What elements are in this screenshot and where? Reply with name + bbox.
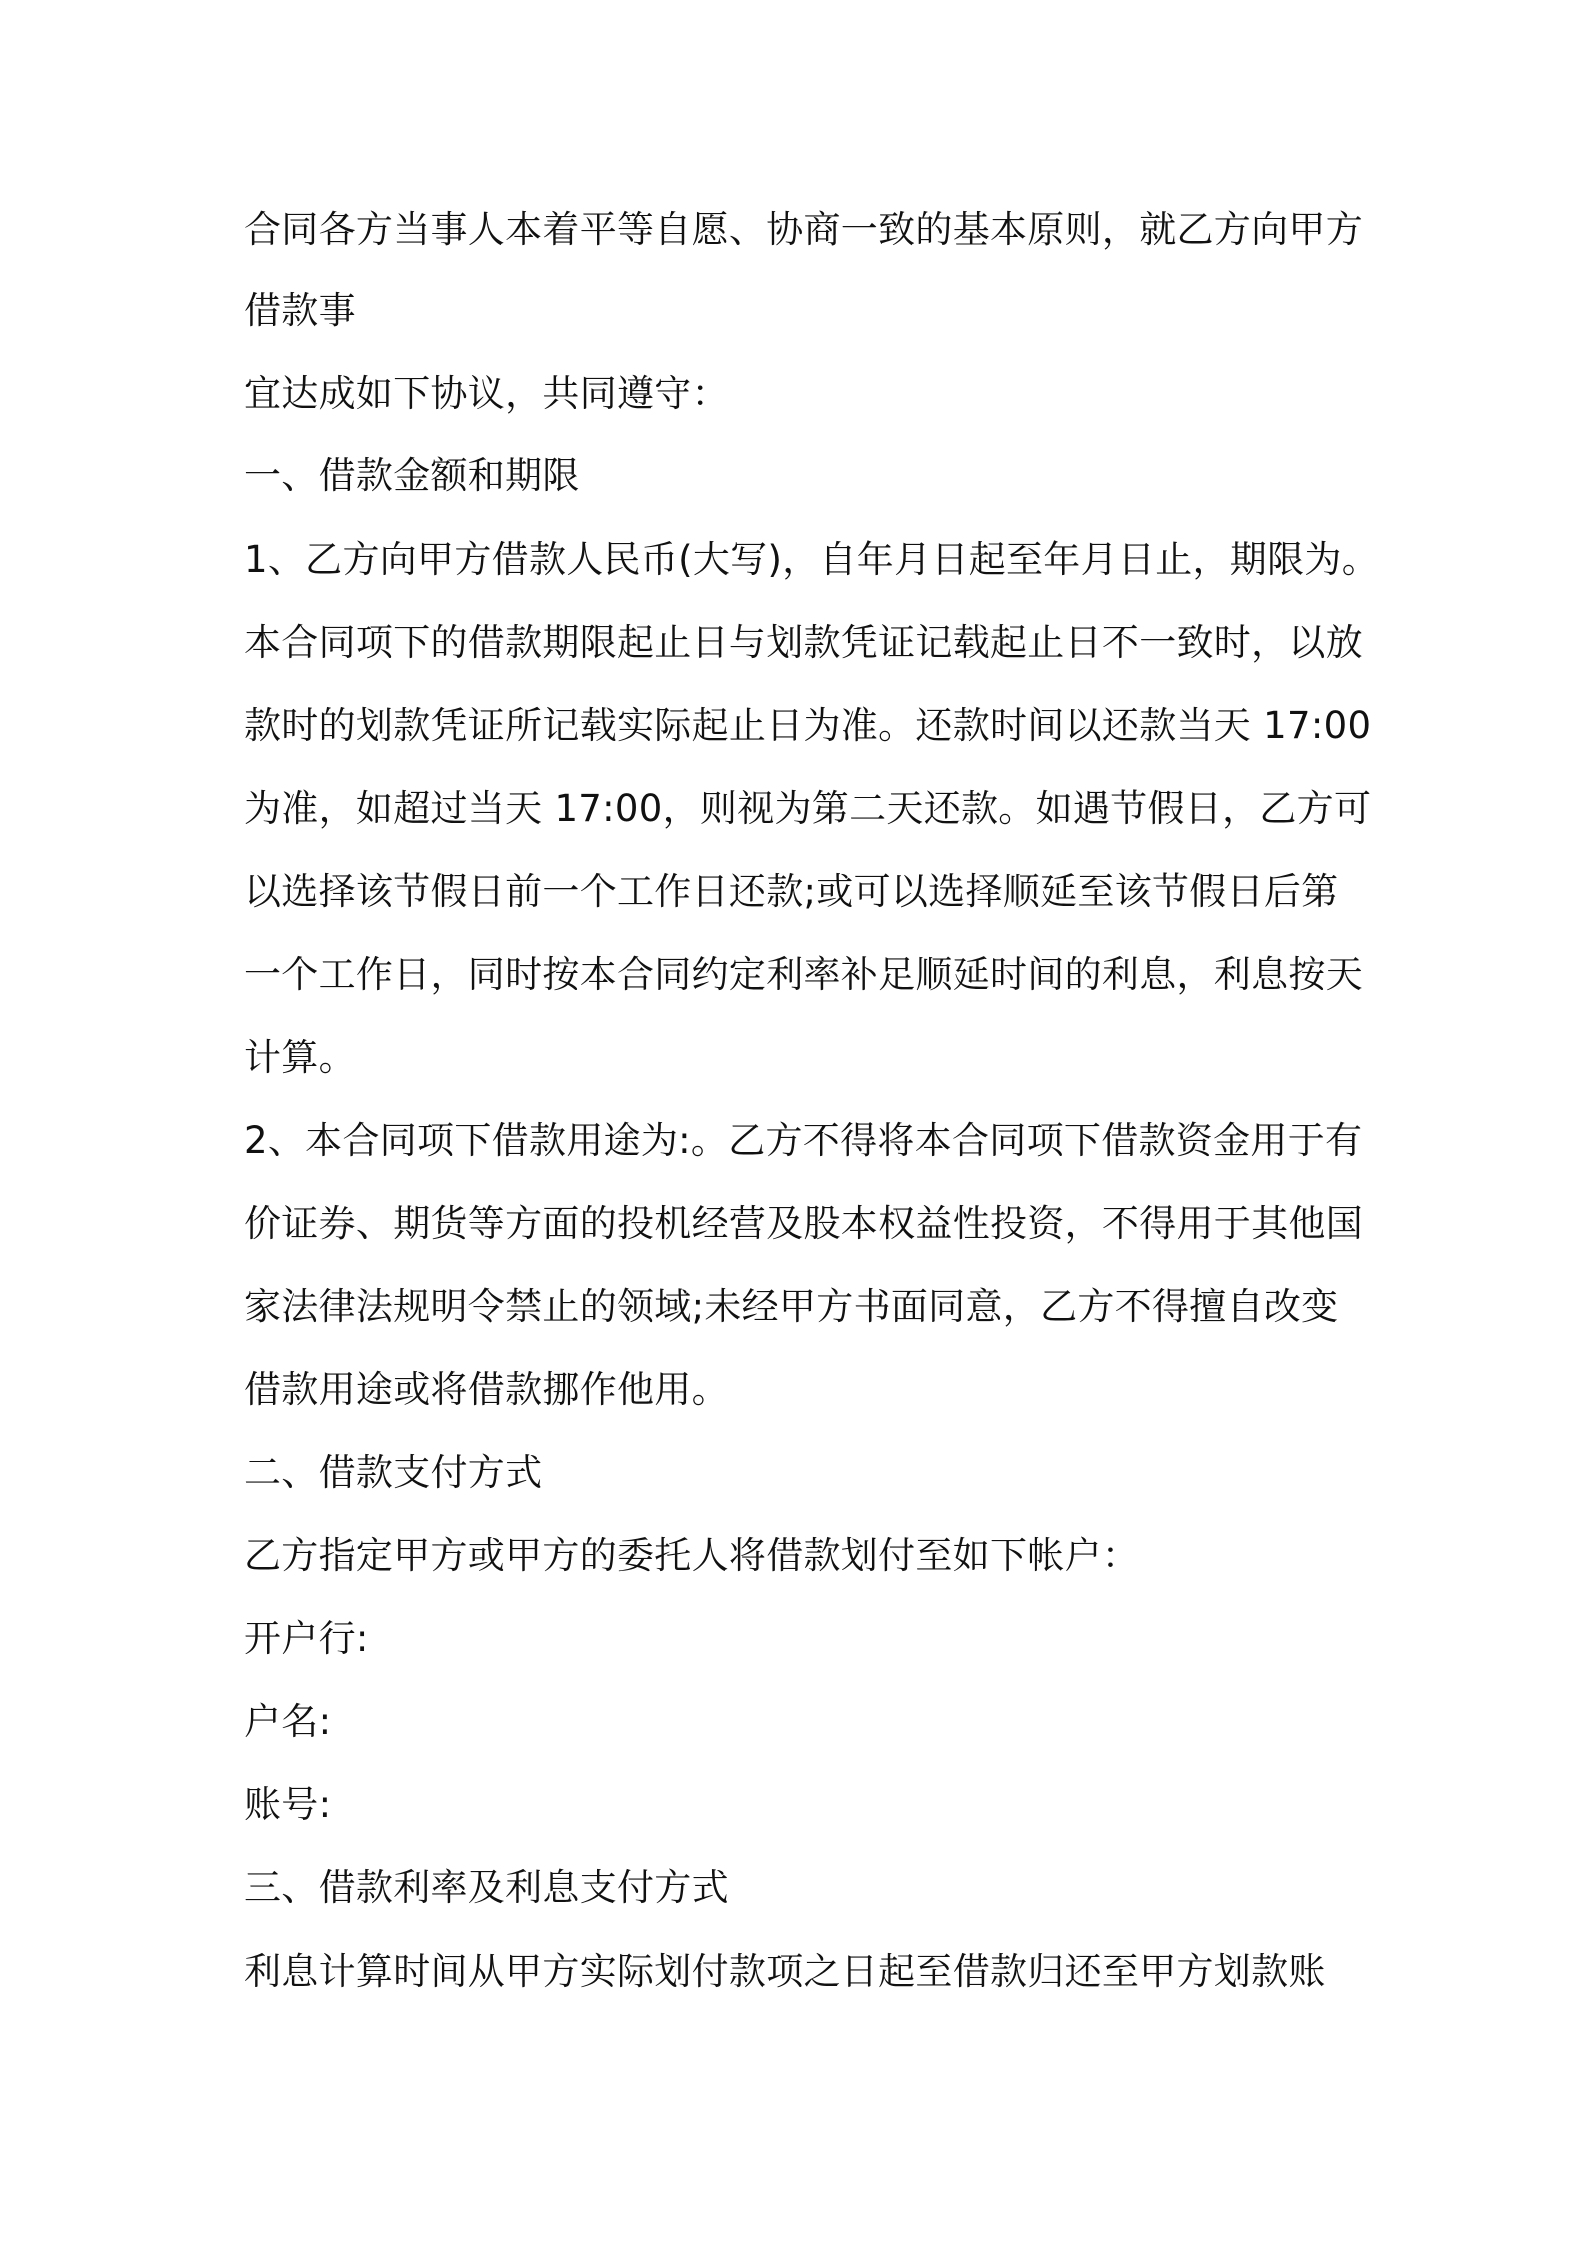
section-heading: 二、借款支付方式	[244, 1451, 543, 1494]
text-line: 本合同项下的借款期限起止日与划款凭证记载起止日不一致时，以放	[244, 621, 1363, 664]
text-line: 合同各方当事人本着平等自愿、协商一致的基本原则，就乙方向甲方	[244, 208, 1363, 251]
text-line: 家法律法规明令禁止的领域;未经甲方书面同意，乙方不得擅自改变	[244, 1285, 1339, 1328]
text-line: 利息计算时间从甲方实际划付款项之日起至借款归还至甲方划款账	[244, 1950, 1326, 1993]
text-line: 宜达成如下协议，共同遵守：	[244, 372, 729, 415]
text-line: 2、本合同项下借款用途为:。乙方不得将本合同项下借款资金用于有	[244, 1119, 1363, 1162]
text-line: 计算。	[244, 1036, 356, 1079]
field-label-bank: 开户行:	[244, 1617, 369, 1660]
text-line: 借款事	[244, 289, 356, 332]
field-label-account-number: 账号:	[244, 1783, 332, 1826]
text-line: 为准，如超过当天 17:00，则视为第二天还款。如遇节假日，乙方可	[244, 787, 1372, 830]
text-line: 一个工作日，同时按本合同约定利率补足顺延时间的利息，利息按天	[244, 953, 1363, 996]
section-heading: 一、借款金额和期限	[244, 454, 580, 497]
text-line: 借款用途或将借款挪作他用。	[244, 1368, 729, 1411]
section-heading: 三、借款利率及利息支付方式	[244, 1866, 729, 1909]
text-line: 价证券、期货等方面的投机经营及股本权益性投资，不得用于其他国	[244, 1202, 1363, 1245]
text-line: 乙方指定甲方或甲方的委托人将借款划付至如下帐户：	[244, 1534, 1140, 1577]
text-line: 款时的划款凭证所记载实际起止日为准。还款时间以还款当天 17:00	[244, 704, 1372, 747]
field-label-account-name: 户名:	[244, 1700, 332, 1743]
text-line: 1、乙方向甲方借款人民币(大写)，自年月日起至年月日止，期限为。	[244, 538, 1380, 581]
text-line: 以选择该节假日前一个工作日还款;或可以选择顺延至该节假日后第	[244, 870, 1339, 913]
